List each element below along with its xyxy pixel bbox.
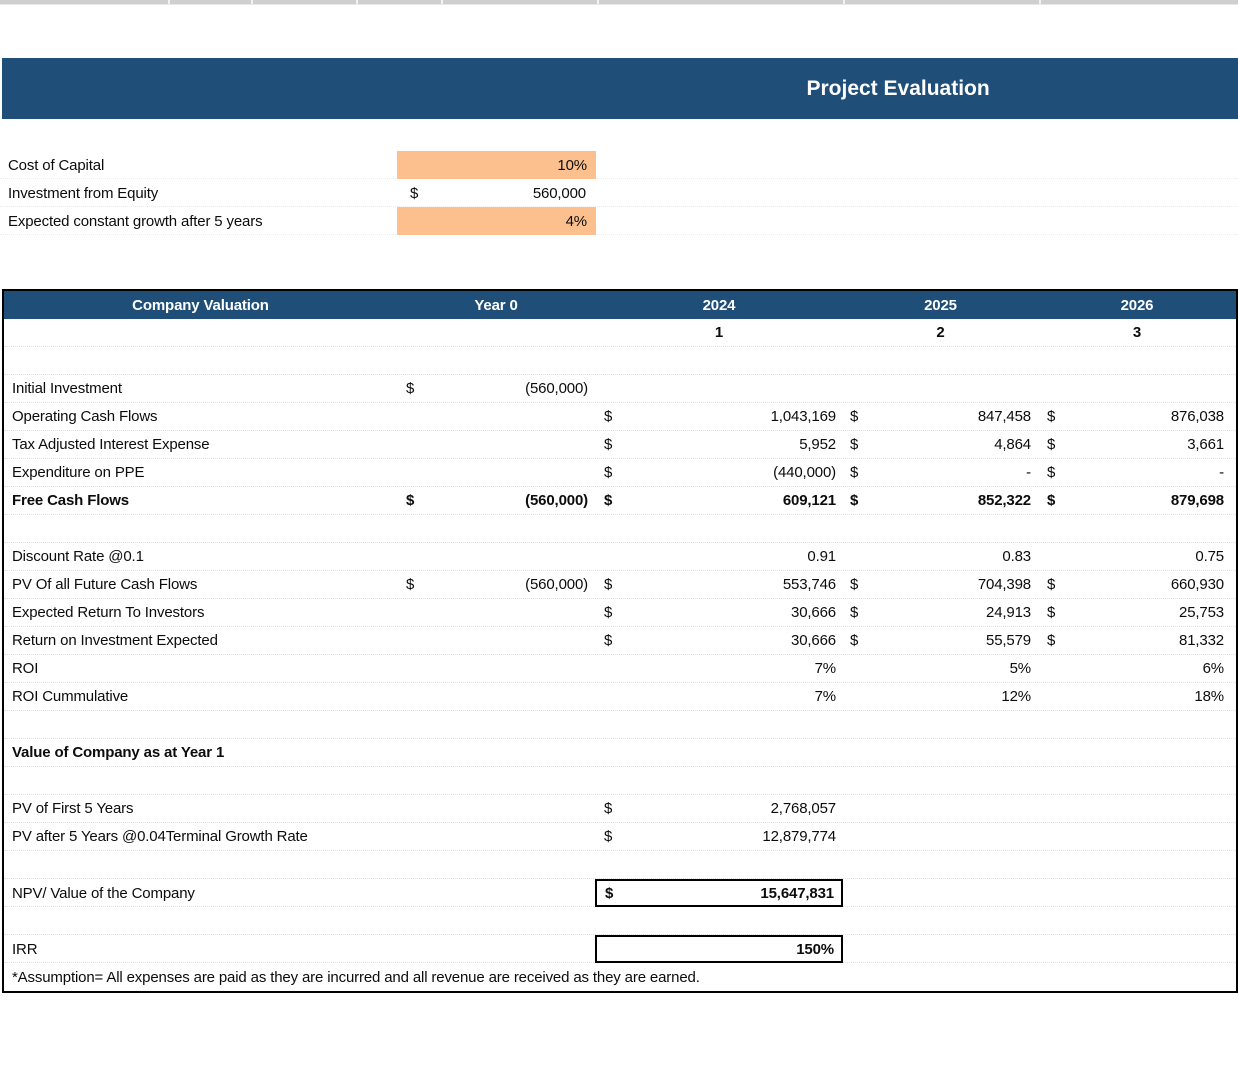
row-roi-cummulative [4,683,1236,711]
currency-symbol: $ [1047,576,1056,593]
row-label: PV after 5 Years @0.04Terminal Growth Rate [12,828,308,845]
cell-value-2024: 12,879,774 [762,828,836,845]
currency-symbol: $ [850,436,859,453]
cell-value-2024: 609,121 [782,492,836,509]
cell-value-2025: 847,458 [977,408,1031,425]
cell-value-2026: 879,698 [1170,492,1224,509]
currency-symbol: $ [850,408,859,425]
currency-symbol: $ [1047,464,1056,481]
cell-value-2026: 25,753 [1179,604,1224,621]
row-return-on-investment-expected [4,627,1236,655]
cell-value-year0: (560,000) [525,380,588,397]
investment-from-equity-value: 560,000 [532,184,586,202]
irr-result-box [595,935,843,963]
cell-value-2024: (440,000) [773,464,836,481]
cell-value-year0: (560,000) [525,576,588,593]
currency-symbol: $ [850,576,859,593]
row-label: Expenditure on PPE [12,464,145,481]
row-discount-rate [4,543,1236,571]
cell-value-2026: 3,661 [1187,436,1224,453]
currency-symbol: $ [604,408,613,425]
currency-symbol: $ [604,436,613,453]
header-2026: 2026 [1120,296,1154,314]
currency-symbol: $ [604,464,613,481]
row-roi [4,655,1236,683]
currency-symbol: $ [604,576,613,593]
row-label: Discount Rate @0.1 [12,548,144,565]
period-1: 1 [714,324,724,341]
cell-value-2026: - [1219,464,1224,481]
cost-of-capital-label: Cost of Capital [8,156,105,174]
row-label: Expected Return To Investors [12,604,205,621]
row-assumption-note [4,963,1236,991]
currency-symbol: $ [850,604,859,621]
currency-symbol: $ [406,380,415,397]
expected-growth-input-cell[interactable] [397,207,596,235]
npv-result-box [595,879,843,907]
header-2025: 2025 [924,296,957,314]
currency-symbol: $ [1047,604,1056,621]
row-label: Return on Investment Expected [12,632,218,649]
column-divider [597,0,599,4]
header-company-valuation: Company Valuation [132,296,269,314]
row-label: IRR [12,940,38,958]
cell-value-2026: 81,332 [1179,632,1224,649]
cell-value-2024: 7% [814,688,836,705]
row-initial-investment [4,375,1236,403]
cell-value-year0: (560,000) [525,492,588,509]
section-heading: Value of Company as at Year 1 [12,744,225,761]
column-divider [168,0,170,4]
currency-symbol: $ [850,464,859,481]
currency-symbol: $ [604,492,613,509]
currency-symbol: $ [1047,632,1056,649]
period-numbers-row [4,319,1236,347]
row-value-of-company-heading [4,739,1236,767]
currency-symbol: $ [1047,492,1056,509]
blank-row [4,907,1236,935]
input-row-investment-from-equity [0,179,1238,207]
currency-symbol: $ [604,604,613,621]
cost-of-capital-value: 10% [557,156,587,174]
cell-value-2024: 5,952 [799,436,836,453]
row-label: Operating Cash Flows [12,408,158,425]
row-irr [4,935,1236,963]
row-label: Tax Adjusted Interest Expense [12,436,210,453]
cost-of-capital-input-cell[interactable] [397,151,596,179]
row-pv-of-first-5-years [4,795,1236,823]
cell-value-2026: 18% [1194,688,1224,705]
currency-symbol: $ [604,828,613,845]
npv-value: 15,647,831 [760,884,834,902]
row-label: NPV/ Value of the Company [12,884,195,902]
cell-value-2026: 660,930 [1170,576,1224,593]
investment-from-equity-input-cell[interactable] [397,179,596,207]
row-operating-cash-flows [4,403,1236,431]
row-label: Initial Investment [12,380,122,397]
assumptions-section [0,151,1238,235]
assumption-note: *Assumption= All expenses are paid as they are incurred and all revenue are received as they are earned. [12,968,700,986]
table-header-row [4,291,1236,319]
company-valuation-table [2,289,1238,993]
cell-value-2025: 24,913 [986,604,1031,621]
column-divider [1039,0,1041,4]
page-title: Project Evaluation [806,77,990,100]
row-npv-value-of-company [4,879,1236,907]
cell-value-2026: 6% [1202,660,1224,677]
row-free-cash-flows [4,487,1236,515]
blank-row [4,347,1236,375]
cell-value-2025: 852,322 [977,492,1031,509]
cell-value-2026: 876,038 [1170,408,1224,425]
blank-row [4,515,1236,543]
input-row-cost-of-capital [0,151,1238,179]
column-divider [356,0,358,4]
cell-value-2024: 30,666 [791,604,836,621]
cell-value-2025: 4,864 [994,436,1031,453]
currency-symbol: $ [406,576,415,593]
row-label: PV Of all Future Cash Flows [12,576,198,593]
currency-symbol: $ [410,184,419,202]
cell-value-2024: 0.91 [807,548,836,565]
header-2024: 2024 [702,296,736,314]
cell-value-2026: 0.75 [1195,548,1224,565]
column-divider [251,0,253,4]
currency-symbol: $ [1047,436,1056,453]
currency-symbol: $ [1047,408,1056,425]
blank-row [4,711,1236,739]
input-row-expected-growth [0,207,1238,235]
cell-value-2025: - [1026,464,1031,481]
cell-value-2025: 12% [1001,688,1031,705]
title-banner [2,58,1238,119]
cell-value-2025: 5% [1009,660,1031,677]
cell-value-2024: 553,746 [782,576,836,593]
row-expected-return-to-investors [4,599,1236,627]
cell-value-2025: 0.83 [1002,548,1031,565]
investment-from-equity-label: Investment from Equity [8,184,159,202]
row-tax-adjusted-interest-expense [4,431,1236,459]
currency-symbol: $ [605,884,614,902]
cell-value-2024: 2,768,057 [770,800,836,817]
currency-symbol: $ [850,632,859,649]
blank-row [4,851,1236,879]
expected-growth-value: 4% [565,212,587,230]
blank-row [4,767,1236,795]
currency-symbol: $ [406,492,415,509]
row-label: ROI Cummulative [12,688,129,705]
row-label: PV of First 5 Years [12,800,134,817]
row-pv-of-all-future-cash-flows [4,571,1236,599]
cell-value-2024: 1,043,169 [770,408,836,425]
cell-value-2024: 7% [814,660,836,677]
sheet-top-gridline-strip [0,0,1238,5]
period-3: 3 [1132,324,1142,341]
currency-symbol: $ [604,632,613,649]
cell-value-2024: 30,666 [791,632,836,649]
currency-symbol: $ [604,800,613,817]
irr-value: 150% [796,940,834,958]
period-2: 2 [936,324,945,341]
expected-growth-label: Expected constant growth after 5 years [8,212,263,230]
currency-symbol: $ [850,492,859,509]
row-expenditure-on-ppe [4,459,1236,487]
row-label: Free Cash Flows [12,492,129,509]
row-pv-after-5-years [4,823,1236,851]
cell-value-2025: 704,398 [977,576,1031,593]
cell-value-2025: 55,579 [986,632,1031,649]
header-year-0: Year 0 [474,296,518,314]
column-divider [441,0,443,4]
column-divider [843,0,845,4]
row-label: ROI [12,660,39,677]
